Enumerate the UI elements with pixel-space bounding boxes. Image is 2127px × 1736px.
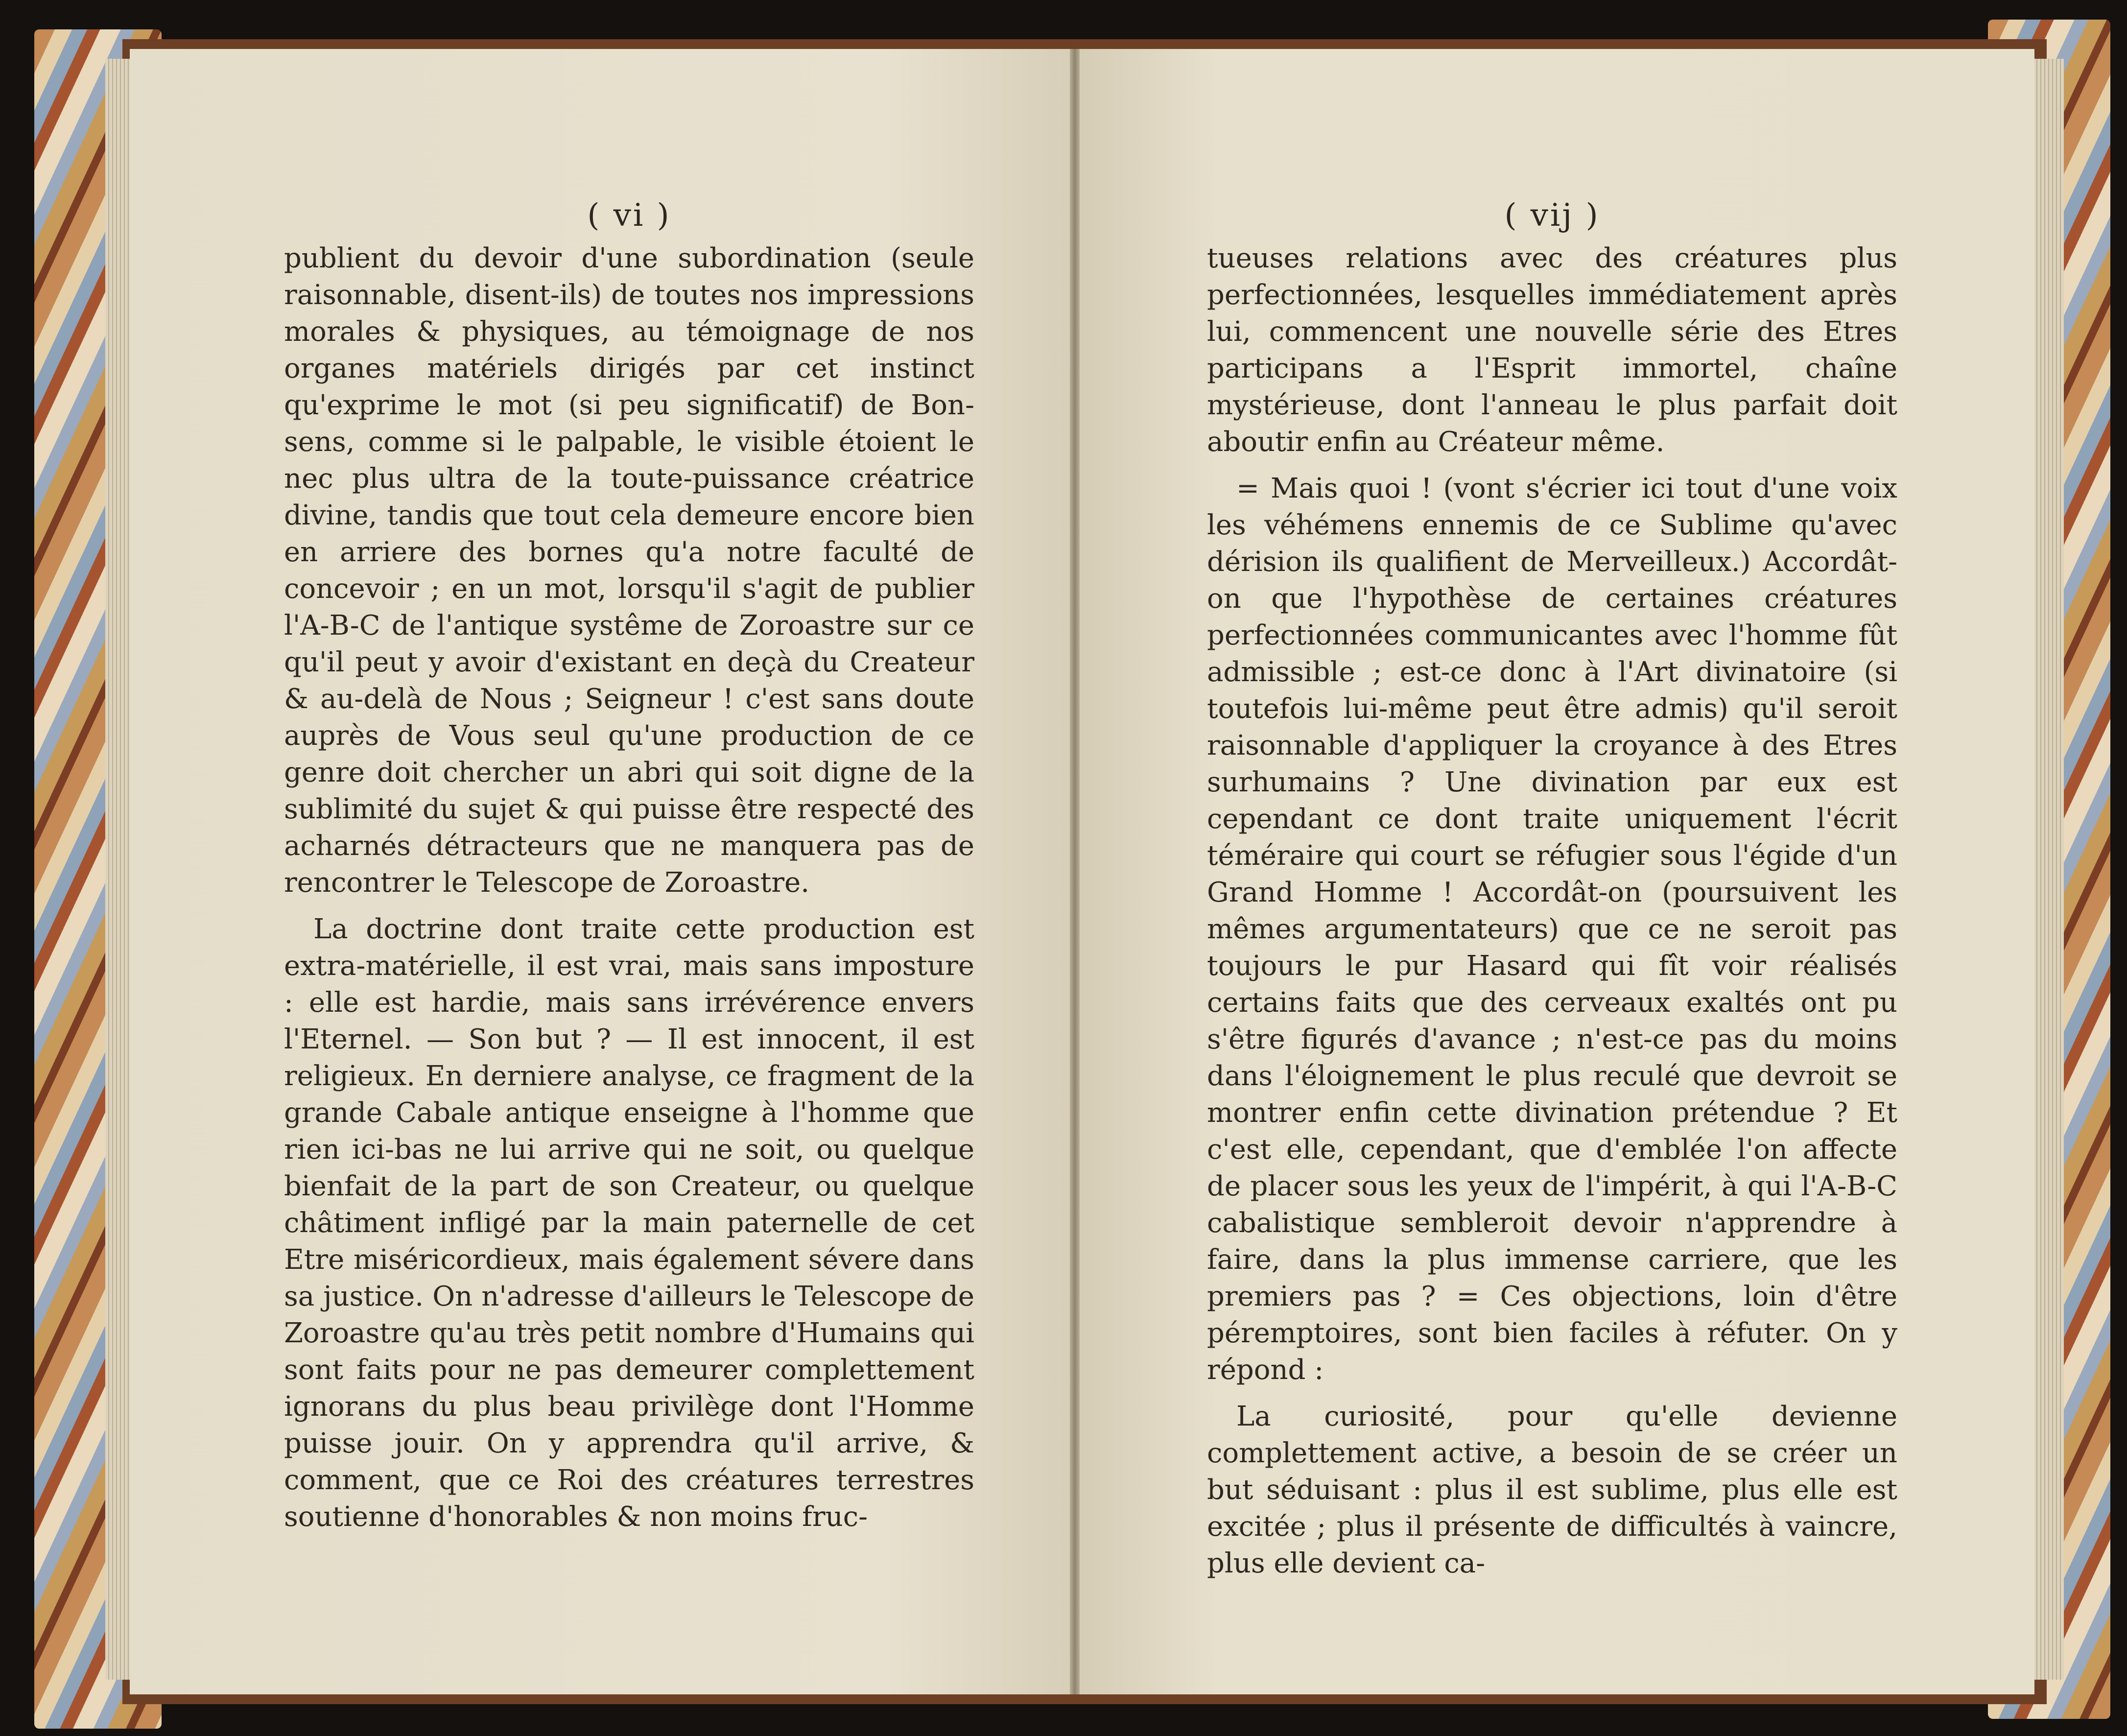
page-number-left: ( vi ) <box>587 197 671 234</box>
page-number-right: ( vij ) <box>1504 197 1600 234</box>
right-paragraph-2: = Mais quoi ! (vont s'écrier ici tout d'une voix les véhémens ennemis de ce Sublime qu'avec dérision ils qualifient de Merveilleux.) Accordât-on que l'hypothèse de certaines créatures perfectionnées communicantes avec l'homme fût admissible ; est-ce donc à l'Art divinatoire (si toutefois lui-même peut être admis) qu'il seroit raisonnable d'appliquer la croyance à des Etres surhumains ? Une divination par eux est cependant ce dont traite uniquement l'écrit téméraire qui court se réfugier sous l'égide d'un Grand Homme ! Accordât-on (poursuivent les mêmes argumentateurs) que ce ne seroit pas toujours le pur Hasard qui fît voir réalisés certains faits que des cerveaux exaltés ont pu s'être figurés d'avance ; n'est-ce pas du moins dans l'éloignement le plus reculé que devroit se montrer enfin cette divination prétendue ? Et c'est elle, cependant, que d'emblée l'on affecte de placer sous les yeux de l'impérit, à qui l'A-B-C cabalistique sembleroit devoir n'apprendre à faire, dans la plus immense carriere, que les premiers pas ? = Ces objections, loin d'être péremptoires, sont bien faciles à réfuter. On y répond : <box>1207 473 1897 1386</box>
right-page <box>1075 49 2034 1694</box>
book-gutter <box>1070 49 1080 1694</box>
right-paragraph-1: tueuses relations avec des créatures plus perfectionnées, lesquelles immédiatement après lui, commencent une nouvelle série des Etres participans a l'Esprit immortel, chaîne mystérieuse, dont l'anneau le plus parfait doit aboutir enfin au Créateur même. <box>1207 242 1897 458</box>
left-paragraph-1: publient du devoir d'une subordination (seule raisonnable, disent-ils) de toutes nos impressions morales & physiques, au témoignage de nos organes matériels dirigés par cet instinct qu'exprime le mot (si peu significatif) de Bon-sens, comme si le palpable, le visible étoient le nec plus ultra de la toute-puissance créatrice divine, tandis que tout cela demeure encore bien en arriere des bornes qu'a notre faculté de concevoir ; en un mot, lorsqu'il s'agit de publier l'A-B-C de l'antique systême de Zoroastre sur ce qu'il peut y avoir d'existant en deçà du Createur & au-delà de Nous ; Seigneur ! c'est sans doute auprès de Vous seul qu'une production de ce genre doit chercher un abri qui soit digne de la sublimité du sujet & qui puisse être respecté des acharnés détracteurs que ne manquera pas de rencontrer le Telescope de Zoroastre. <box>284 242 974 899</box>
right-paragraph-3: La curiosité, pour qu'elle devienne complettement active, a besoin de se créer un but séduisant : plus il est sublime, plus elle est excitée ; plus il présente de difficultés à vaincre, plus elle devient ca- <box>1207 1401 1897 1579</box>
page-stack-right <box>2030 59 2064 1680</box>
left-page <box>130 49 1075 1694</box>
left-paragraph-2: La doctrine dont traite cette production est extra-matérielle, il est vrai, mais sans imposture : elle est hardie, mais sans irrévérence envers l'Eternel. — Son but ? — Il est innocent, il est religieux. En derniere analyse, ce fragment de la grande Cabale antique enseigne à l'homme que rien ici-bas ne lui arrive qui ne soit, ou quelque bienfait de la part de son Createur, ou quelque châtiment infligé par la main paternelle de cet Etre miséricordieux, mais également sévere dans sa justice. On n'adresse d'ailleurs le Telescope de Zoroastre qu'au très petit nombre d'Humains qui sont faits pour ne pas demeurer complettement ignorans du plus beau privilège dont l'Homme puisse jouir. On y apprendra qu'il arrive, & comment, que ce Roi des créatures terrestres soutienne d'honorables & non moins fruc- <box>284 913 974 1533</box>
left-page-text <box>284 196 974 1535</box>
right-page-text <box>1207 196 1897 1582</box>
